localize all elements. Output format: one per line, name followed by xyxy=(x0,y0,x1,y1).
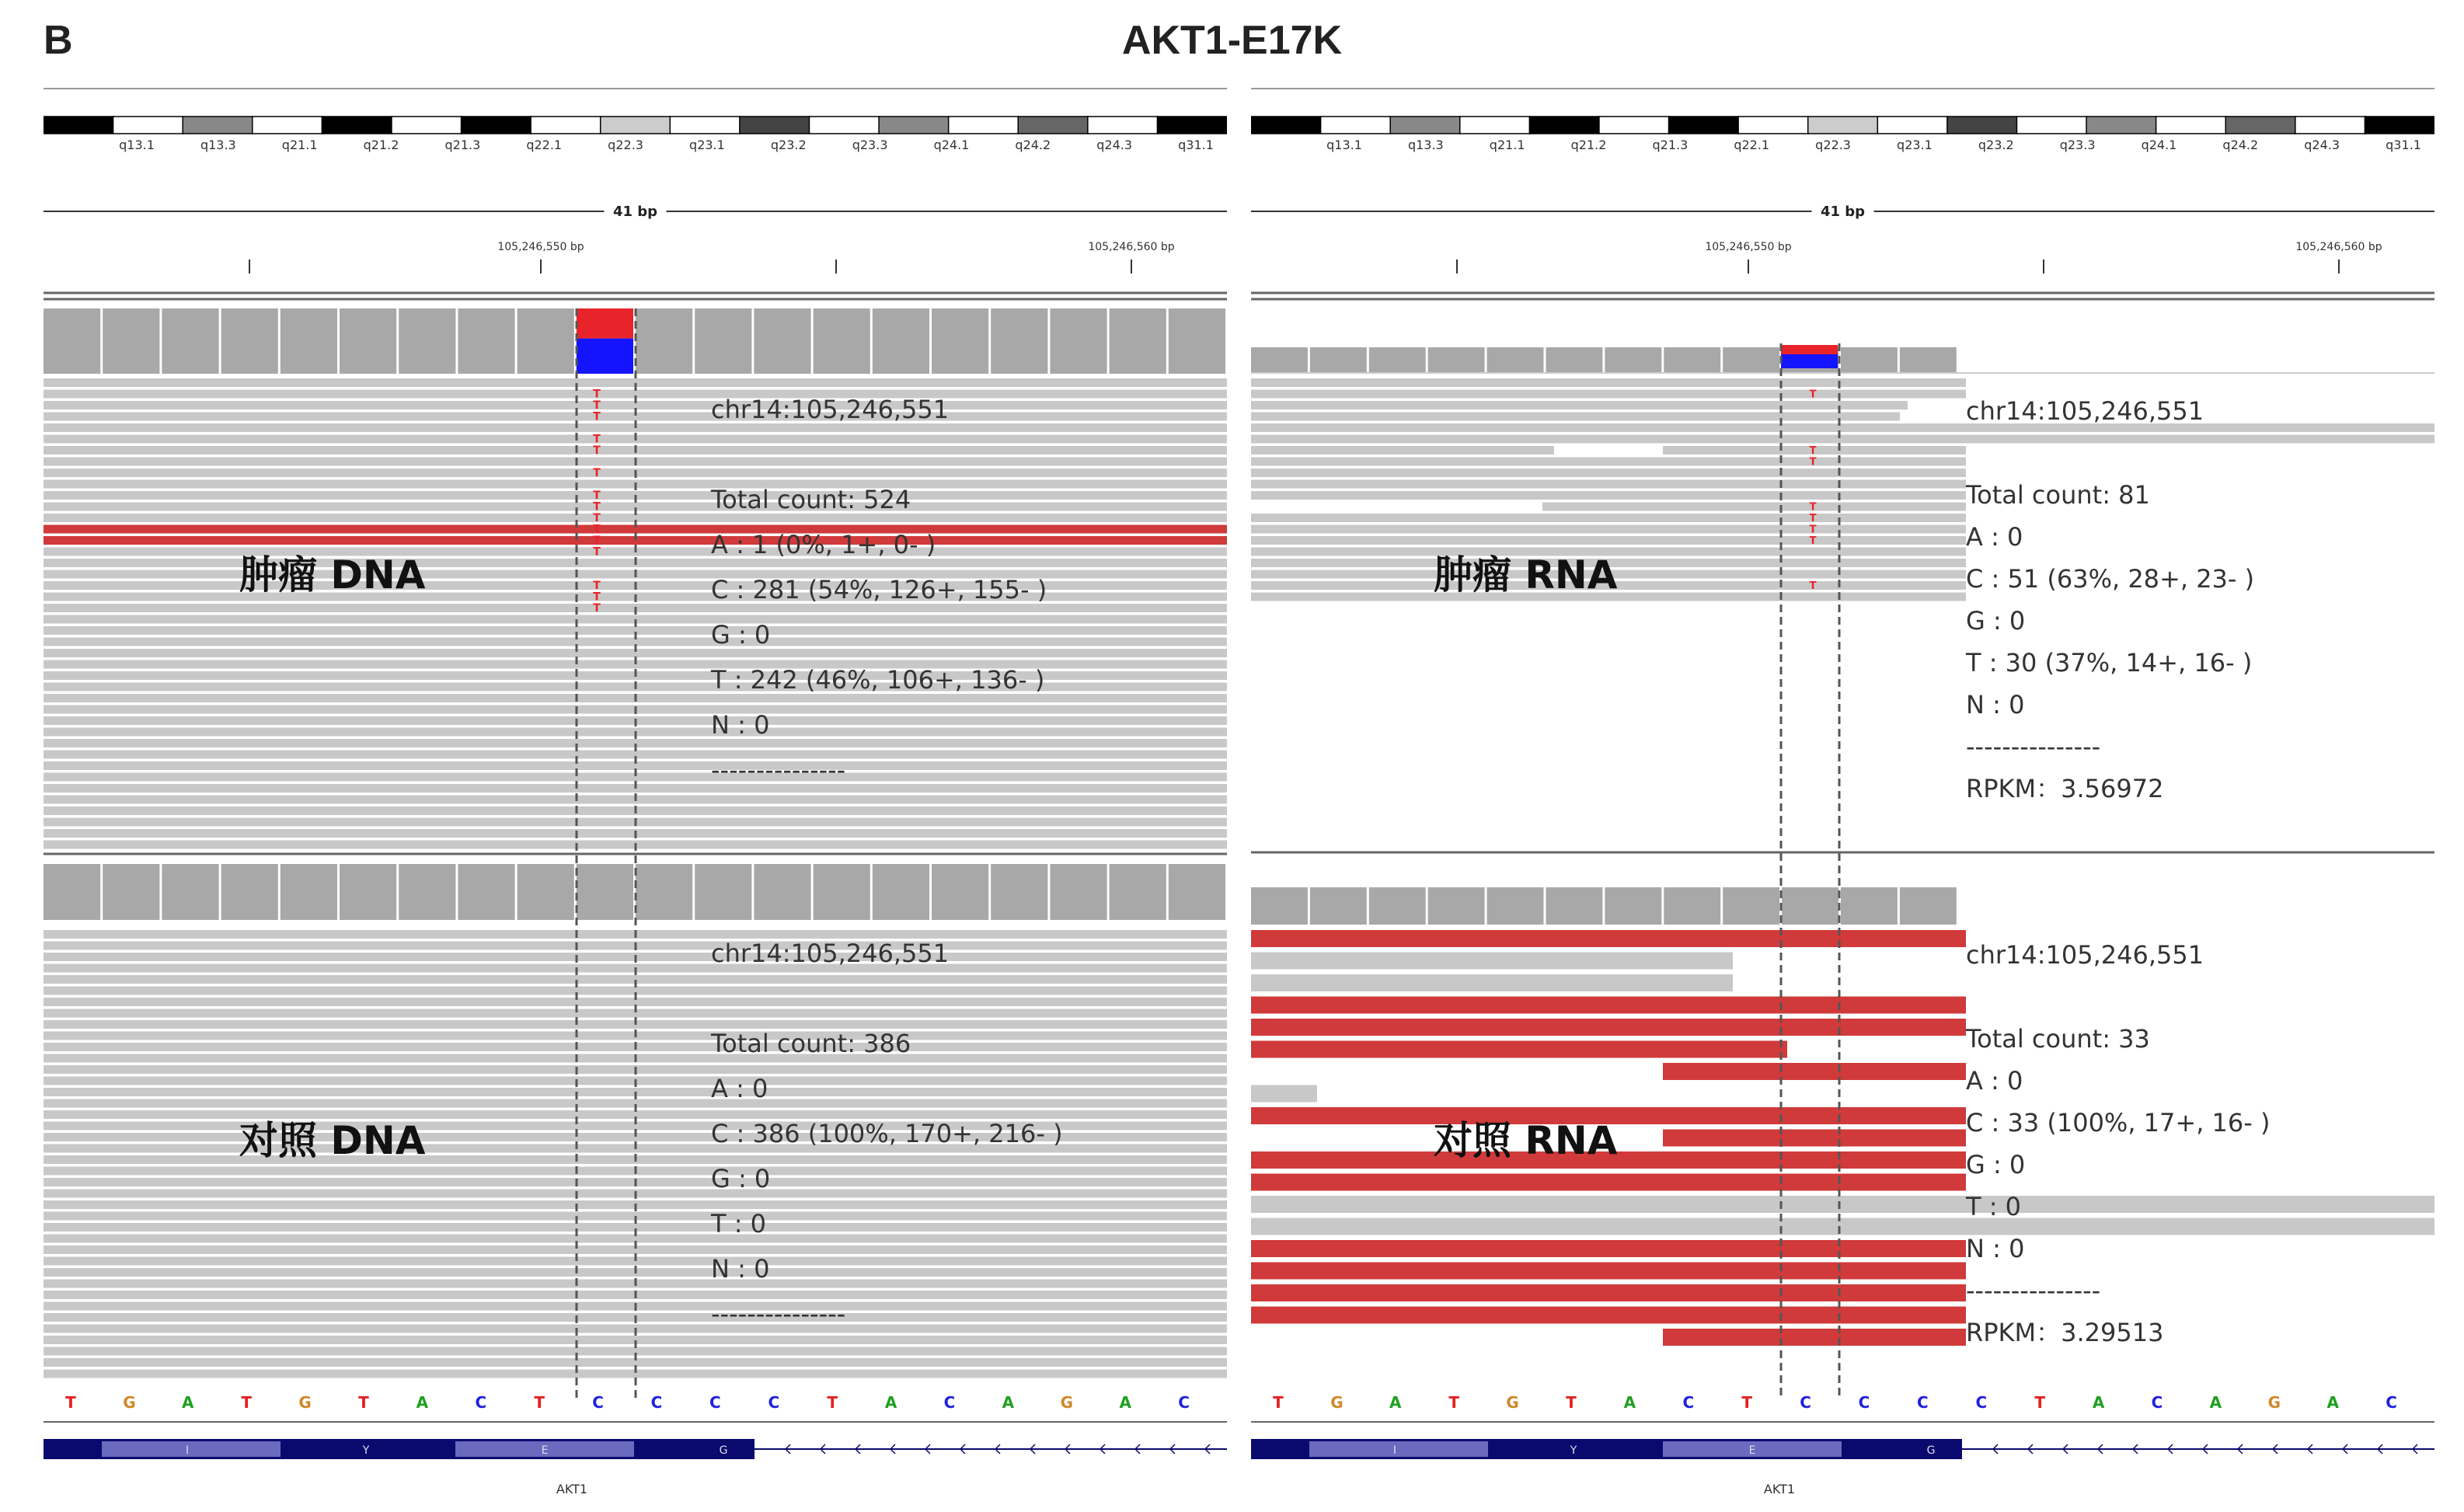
popup-t-count: T : 30 (37%, 14+, 16- ) xyxy=(1966,648,2253,678)
ideogram-band xyxy=(879,117,949,134)
reference-base: T xyxy=(1741,1393,1753,1412)
popup-g-count: G : 0 xyxy=(711,1164,771,1193)
coverage-bar xyxy=(695,308,751,374)
reference-base: C xyxy=(1917,1393,1929,1412)
reference-base: T xyxy=(1273,1393,1284,1412)
ideogram-band xyxy=(44,117,113,134)
reference-base: G xyxy=(1330,1393,1344,1412)
coverage-bar xyxy=(814,864,870,920)
tumor-rna-label: 肿瘤 RNA xyxy=(1434,552,1618,597)
ideogram-band xyxy=(462,117,531,134)
popup-total-count: Total count: 386 xyxy=(711,1029,911,1058)
ruler-pos-right: 105,246,560 bp xyxy=(2295,241,2382,253)
coverage-bar xyxy=(1487,887,1544,925)
reference-base: C xyxy=(1975,1393,1988,1412)
mismatch-base: T xyxy=(593,489,601,502)
coverage-bar xyxy=(1605,347,1661,372)
ideogram-band-label: q24.1 xyxy=(933,138,970,152)
mismatch-base: T xyxy=(593,523,601,536)
mismatch-base: T xyxy=(593,388,601,401)
coverage-bar xyxy=(1110,308,1166,374)
ideogram-band xyxy=(1738,117,1808,134)
ideogram-band-label: q13.1 xyxy=(1326,138,1362,152)
coverage-bar xyxy=(162,864,218,920)
coverage-bar xyxy=(636,864,692,920)
mismatch-base: T xyxy=(593,591,601,604)
aligned-read xyxy=(1251,514,1966,522)
aligned-read xyxy=(1251,974,1733,991)
ideogram-band-label: q22.1 xyxy=(1734,138,1770,152)
gene-codon-label: G xyxy=(1926,1444,1936,1457)
reference-base: C xyxy=(709,1393,721,1412)
aligned-read xyxy=(1251,480,1966,489)
coverage-bar xyxy=(991,308,1047,374)
popup-total-count: Total count: 33 xyxy=(1966,1024,2150,1054)
ideogram-band xyxy=(1669,117,1739,134)
reference-base: G xyxy=(298,1393,312,1412)
ideogram-band xyxy=(2365,117,2434,134)
coverage-bar xyxy=(1900,887,1957,925)
reference-base: G xyxy=(2267,1393,2281,1412)
tumor-dna-allele-popup xyxy=(711,387,1047,793)
coverage-bar xyxy=(695,864,751,920)
coverage-bar xyxy=(1841,887,1898,925)
ideogram-band xyxy=(1088,117,1158,134)
coverage-bar xyxy=(1310,347,1367,372)
popup-g-count: G : 0 xyxy=(1966,606,2026,636)
mismatch-base: T xyxy=(593,467,601,479)
coverage-bar xyxy=(458,864,514,920)
gene-codon-label: G xyxy=(719,1444,728,1457)
ideogram-band xyxy=(1390,117,1460,134)
gene-codon-label: Y xyxy=(1570,1444,1577,1457)
reference-base: A xyxy=(2209,1393,2222,1412)
ideogram-band xyxy=(322,117,392,134)
aligned-read xyxy=(1251,435,2434,444)
coverage-bar xyxy=(1428,347,1485,372)
ideogram-band xyxy=(1529,117,1599,134)
mismatch-base: T xyxy=(1809,388,1817,401)
reference-base: A xyxy=(1389,1393,1402,1412)
ideogram-band xyxy=(1808,117,1878,134)
read-flagged xyxy=(1663,1063,1966,1080)
gene-codon-label: Y xyxy=(362,1444,370,1457)
gene-codon-band xyxy=(102,1441,281,1457)
coverage-bar xyxy=(1050,864,1107,920)
ideogram-band-label: q23.3 xyxy=(2059,138,2096,152)
aligned-read xyxy=(1251,525,1966,534)
ideogram-band-label: q23.2 xyxy=(1978,138,2014,152)
ideogram-band xyxy=(1460,117,1530,134)
read-flagged xyxy=(1251,1284,1966,1301)
gene-codon-label: E xyxy=(541,1444,549,1457)
gene-codon-label: I xyxy=(1392,1444,1397,1457)
ruler-span-label: 41 bp xyxy=(612,204,658,220)
popup-separator: --------------- xyxy=(1966,1276,2101,1305)
ideogram-band-label: q21.3 xyxy=(1652,138,1689,152)
read-flagged xyxy=(1251,1240,1966,1257)
popup-position: chr14:105,246,551 xyxy=(1966,940,2204,970)
ideogram-band xyxy=(1018,117,1088,134)
coverage-bar xyxy=(1723,887,1779,925)
aligned-read xyxy=(1251,413,1900,421)
coverage-ref-allele-bar xyxy=(577,339,633,374)
ideogram-band xyxy=(2225,117,2295,134)
aligned-read xyxy=(1251,401,1908,409)
popup-c-count: C : 51 (63%, 28+, 23- ) xyxy=(1966,564,2255,594)
ideogram-band xyxy=(740,117,810,134)
aligned-read xyxy=(1251,446,1554,455)
reference-base: C xyxy=(1800,1393,1811,1412)
mismatch-base: T xyxy=(593,545,601,559)
ideogram-band xyxy=(2295,117,2365,134)
reference-base: A xyxy=(416,1393,429,1412)
reference-base: A xyxy=(884,1393,897,1412)
popup-a-count: A : 0 xyxy=(1966,1066,2023,1096)
coverage-bar xyxy=(103,308,159,374)
ideogram-band-label: q24.3 xyxy=(2304,138,2340,152)
popup-a-count: A : 0 xyxy=(1966,522,2023,552)
igv-panel-dna xyxy=(44,87,1227,1512)
mismatch-base: T xyxy=(593,444,601,457)
coverage-bar xyxy=(1782,887,1838,925)
reference-base: A xyxy=(182,1393,194,1412)
ideogram-band-label: q13.3 xyxy=(1407,138,1444,152)
coverage-bar xyxy=(44,864,100,920)
ideogram-band xyxy=(1877,117,1947,134)
coverage-bar xyxy=(281,864,337,920)
popup-a-count: A : 0 xyxy=(711,1074,768,1103)
ideogram-band xyxy=(2156,117,2226,134)
reference-base: C xyxy=(2151,1393,2163,1412)
coverage-bar xyxy=(399,864,455,920)
ideogram-band xyxy=(601,117,671,134)
mismatch-base: T xyxy=(593,399,601,412)
aligned-read xyxy=(1251,953,1733,970)
coverage-bar xyxy=(932,864,988,920)
ideogram-band-label: q21.2 xyxy=(363,138,399,152)
coverage-alt-allele-bar xyxy=(1781,345,1838,354)
coverage-ref-allele-bar xyxy=(1781,354,1838,368)
popup-n-count: N : 0 xyxy=(1966,1234,2025,1263)
ideogram-band-label: q23.1 xyxy=(689,138,725,152)
mismatch-base: T xyxy=(1809,535,1817,547)
ideogram-band-label: q23.1 xyxy=(1897,138,1933,152)
reference-base: G xyxy=(1506,1393,1519,1412)
coverage-bar xyxy=(44,308,100,374)
ideogram-band-label: q13.1 xyxy=(119,138,155,152)
ideogram-band xyxy=(1157,117,1227,134)
ruler-span-label: 41 bp xyxy=(1820,204,1866,220)
popup-n-count: N : 0 xyxy=(711,710,770,740)
mismatch-base: T xyxy=(593,410,601,423)
coverage-bar xyxy=(518,308,574,374)
coverage-bar xyxy=(754,864,810,920)
reference-base: T xyxy=(358,1393,369,1412)
ideogram-band xyxy=(531,117,601,134)
read-flagged xyxy=(1251,1263,1966,1280)
popup-t-count: T : 0 xyxy=(1966,1192,2022,1221)
coverage-bar xyxy=(1900,347,1957,372)
control-rna-label: 对照 RNA xyxy=(1434,1118,1618,1163)
popup-separator: --------------- xyxy=(711,1299,846,1329)
coverage-bar xyxy=(991,864,1047,920)
popup-c-count: C : 281 (54%, 126+, 155- ) xyxy=(711,575,1047,604)
coverage-bar xyxy=(873,864,929,920)
popup-c-count: C : 386 (100%, 170+, 216- ) xyxy=(711,1119,1063,1148)
coverage-bar xyxy=(1546,347,1603,372)
ideogram-band-label: q22.3 xyxy=(1815,138,1851,152)
reference-base: A xyxy=(1623,1393,1636,1412)
coverage-bar xyxy=(1110,864,1166,920)
mismatch-base: T xyxy=(593,433,601,446)
coverage-bar xyxy=(518,864,574,920)
mismatch-base: T xyxy=(1809,513,1817,524)
popup-position: chr14:105,246,551 xyxy=(1966,396,2204,426)
coverage-alt-allele-bar xyxy=(577,308,633,339)
coverage-bar xyxy=(281,308,337,374)
ideogram-band-label: q22.3 xyxy=(608,138,643,152)
ideogram-band-label: q21.2 xyxy=(1570,138,1607,152)
ideogram-band-label: q23.2 xyxy=(770,138,807,152)
coverage-bar xyxy=(162,308,218,374)
popup-n-count: N : 0 xyxy=(1966,690,2025,719)
coverage-bar xyxy=(873,308,929,374)
reference-base: C xyxy=(650,1393,663,1412)
mismatch-base: T xyxy=(1809,456,1817,469)
popup-t-count: T : 242 (46%, 106+, 136- ) xyxy=(711,665,1045,695)
read-flagged xyxy=(1251,1307,1966,1324)
popup-n-count: N : 0 xyxy=(711,1254,770,1284)
coverage-bar xyxy=(1251,347,1308,372)
coverage-bar xyxy=(1605,887,1661,925)
popup-g-count: G : 0 xyxy=(1966,1150,2026,1179)
read-flagged xyxy=(1251,997,1966,1014)
reference-base: T xyxy=(827,1393,838,1412)
ideogram-band xyxy=(113,117,183,134)
coverage-bar xyxy=(1664,887,1720,925)
ideogram-band xyxy=(1321,117,1391,134)
read-flagged xyxy=(1251,1041,1787,1058)
coverage-bar xyxy=(1310,887,1367,925)
mismatch-base: T xyxy=(593,500,601,514)
gene-codon-band xyxy=(1309,1441,1488,1457)
coverage-bar xyxy=(932,308,988,374)
coverage-bar xyxy=(1251,887,1308,925)
reference-base: A xyxy=(2092,1393,2105,1412)
aligned-read xyxy=(1251,458,1966,466)
ideogram-band xyxy=(809,117,879,134)
aligned-read xyxy=(1251,469,1966,477)
mismatch-base: T xyxy=(593,602,601,615)
mismatch-base: T xyxy=(1809,501,1817,514)
reference-base: A xyxy=(2326,1393,2339,1412)
figure-title: AKT1-E17K xyxy=(1121,18,1343,63)
coverage-bar xyxy=(399,308,455,374)
ideogram-band-label: q31.1 xyxy=(2386,138,2421,152)
aligned-read xyxy=(1251,423,2434,432)
reference-base: G xyxy=(123,1393,136,1412)
ruler-pos-left: 105,246,550 bp xyxy=(497,241,584,253)
mismatch-base: T xyxy=(593,580,601,592)
coverage-bar xyxy=(221,864,278,920)
reference-base: C xyxy=(943,1393,956,1412)
coverage-bar xyxy=(577,864,633,920)
ruler-pos-left: 105,246,550 bp xyxy=(1705,241,1792,253)
reference-base: C xyxy=(2386,1393,2397,1412)
ideogram-band xyxy=(392,117,462,134)
tumor-rna-allele-popup xyxy=(1966,390,2254,810)
aligned-read xyxy=(1251,1085,1317,1103)
coverage-bar xyxy=(103,864,159,920)
popup-position: chr14:105,246,551 xyxy=(711,939,950,968)
popup-total-count: Total count: 81 xyxy=(1966,480,2150,510)
ideogram-band-label: q21.1 xyxy=(281,138,318,152)
gene-codon-label: E xyxy=(1748,1444,1756,1457)
popup-a-count: A : 1 (0%, 1+, 0- ) xyxy=(711,530,936,559)
coverage-bar xyxy=(1664,347,1720,372)
panel-letter: B xyxy=(44,18,73,63)
ideogram-band xyxy=(2086,117,2156,134)
gene-name-label: AKT1 xyxy=(556,1482,588,1496)
reference-base: A xyxy=(1002,1393,1015,1412)
popup-separator: --------------- xyxy=(711,755,846,785)
ideogram-band-label: q24.2 xyxy=(1015,138,1051,152)
tumor-dna-label: 肿瘤 DNA xyxy=(239,552,426,597)
reference-base: T xyxy=(2034,1393,2046,1412)
ideogram-band xyxy=(1251,117,1321,134)
ideogram-band xyxy=(253,117,322,134)
coverage-bar xyxy=(221,308,278,374)
reference-base: C xyxy=(1178,1393,1190,1412)
ideogram-band-label: q24.1 xyxy=(2141,138,2177,152)
mismatch-base: T xyxy=(1809,445,1817,457)
read-flagged xyxy=(1251,1174,1966,1191)
ideogram-band-label: q21.1 xyxy=(1489,138,1525,152)
aligned-read xyxy=(1251,491,1966,500)
coverage-bar xyxy=(1841,347,1898,372)
gene-name-label: AKT1 xyxy=(1763,1482,1796,1496)
reference-base: C xyxy=(768,1393,780,1412)
mismatch-base: T xyxy=(1809,524,1817,536)
control-dna-allele-popup xyxy=(711,931,1063,1336)
popup-g-count: G : 0 xyxy=(711,620,771,650)
aligned-read xyxy=(1542,503,1966,511)
ideogram-band-label: q31.1 xyxy=(1178,138,1214,152)
coverage-bar xyxy=(340,864,396,920)
coverage-bar xyxy=(458,308,514,374)
reference-base: T xyxy=(1566,1393,1577,1412)
mismatch-base: T xyxy=(1809,580,1817,592)
coverage-bar xyxy=(1487,347,1544,372)
reference-base: C xyxy=(475,1393,487,1412)
popup-separator: --------------- xyxy=(1966,732,2101,761)
coverage-bar xyxy=(1369,887,1426,925)
read-flagged xyxy=(1251,930,1966,947)
ideogram-band xyxy=(949,117,1019,134)
ideogram-band-label: q22.1 xyxy=(526,138,563,152)
ideogram-band xyxy=(183,117,253,134)
reference-base: T xyxy=(241,1393,253,1412)
ideogram-band xyxy=(1947,117,2017,134)
ideogram-band-label: q24.2 xyxy=(2222,138,2259,152)
coverage-bar xyxy=(1369,347,1426,372)
read-flagged xyxy=(1251,1019,1966,1036)
control-rna-allele-popup xyxy=(1966,934,2270,1353)
coverage-bar xyxy=(1428,887,1485,925)
mismatch-base: T xyxy=(593,512,601,524)
coverage-bar xyxy=(1169,308,1225,374)
ruler-pos-right: 105,246,560 bp xyxy=(1088,241,1175,253)
coverage-bar xyxy=(814,308,870,374)
coverage-bar xyxy=(1546,887,1603,925)
coverage-bar xyxy=(1723,347,1779,372)
ideogram-band xyxy=(1599,117,1669,134)
popup-position: chr14:105,246,551 xyxy=(711,395,950,424)
coverage-bar xyxy=(340,308,396,374)
reference-base: A xyxy=(1119,1393,1131,1412)
reference-base: T xyxy=(534,1393,545,1412)
read-flagged xyxy=(1663,1130,1966,1147)
reference-base: C xyxy=(1858,1393,1870,1412)
reference-base: T xyxy=(65,1393,76,1412)
ideogram-band-label: q24.3 xyxy=(1096,138,1133,152)
coverage-bar xyxy=(1169,864,1225,920)
popup-t-count: T : 0 xyxy=(711,1209,767,1239)
reference-base: C xyxy=(1682,1393,1695,1412)
mismatch-base: T xyxy=(593,535,601,547)
popup-total-count: Total count: 524 xyxy=(711,485,911,514)
ideogram-band-label: q13.3 xyxy=(200,138,236,152)
coverage-bar xyxy=(1050,308,1107,374)
ideogram-band xyxy=(670,117,740,134)
reference-base: G xyxy=(1060,1393,1074,1412)
ideogram-band-label: q21.3 xyxy=(444,138,481,152)
ideogram-band-label: q23.3 xyxy=(852,138,888,152)
popup-c-count: C : 33 (100%, 17+, 16- ) xyxy=(1966,1108,2271,1137)
reference-base: T xyxy=(1448,1393,1460,1412)
ideogram-band xyxy=(2016,117,2086,134)
coverage-bar xyxy=(636,308,692,374)
read-flagged xyxy=(1663,1329,1966,1346)
reference-base: C xyxy=(592,1393,604,1412)
control-dna-label: 对照 DNA xyxy=(239,1118,426,1163)
coverage-bar xyxy=(754,308,810,374)
gene-codon-label: I xyxy=(185,1444,190,1457)
aligned-read xyxy=(1251,390,1966,399)
popup-rpkm: RPKM：3.56972 xyxy=(1966,774,2164,803)
aligned-read xyxy=(1251,378,1966,387)
igv-panel-rna xyxy=(1251,87,2434,1512)
popup-rpkm: RPKM：3.29513 xyxy=(1966,1318,2164,1347)
